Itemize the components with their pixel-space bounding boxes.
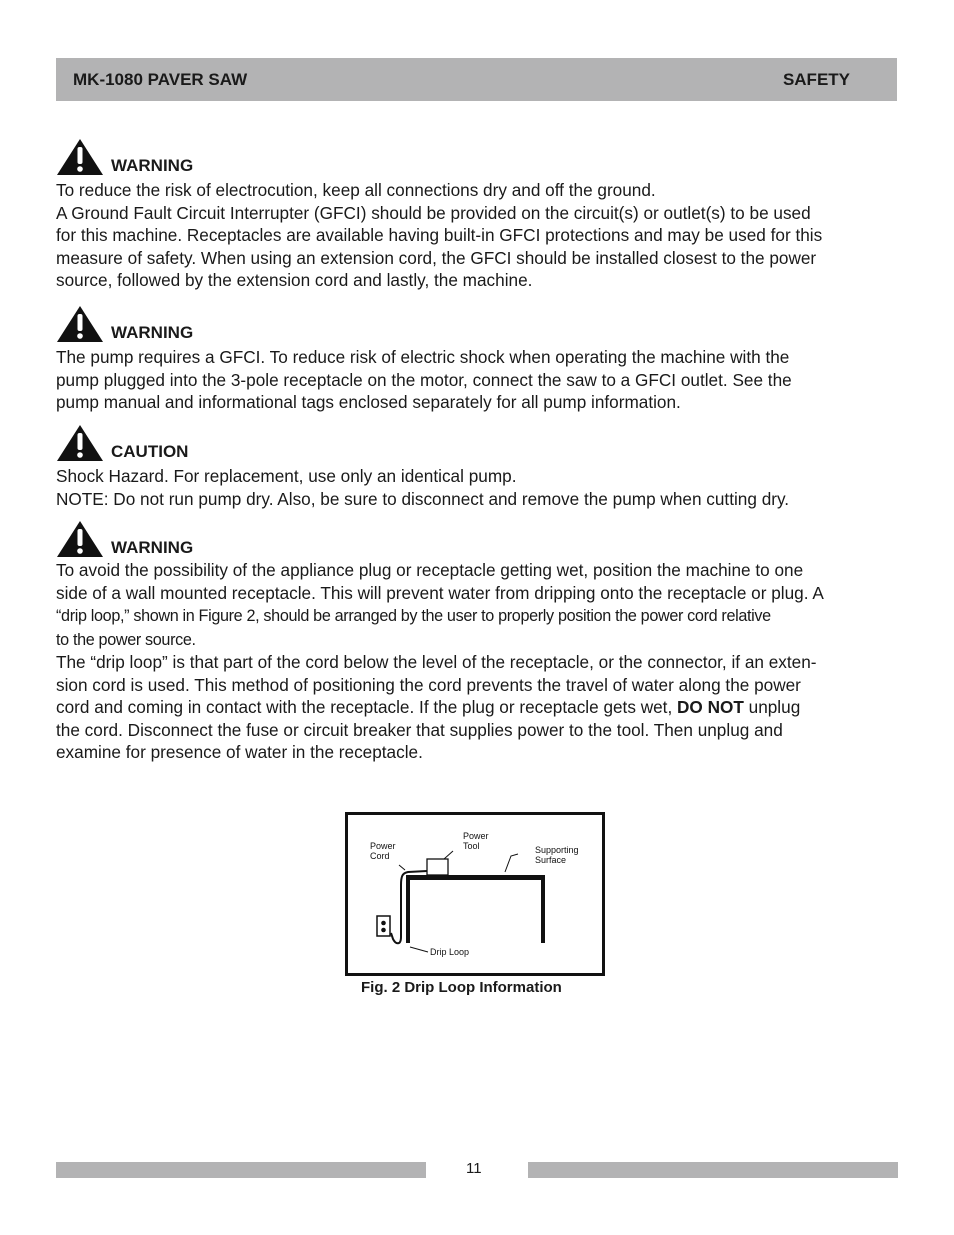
drip-loop-figure <box>345 812 605 976</box>
warning-label: WARNING <box>111 323 194 342</box>
manual-title: MK-1080 PAVER SAW <box>73 70 248 89</box>
warning-text: To avoid the possibility of the appliance plug or receptacle getting wet, position the machine to one side of a wall mounted receptacle. This will prevent water from dripping onto the receptacle or plug. A “drip loop,” shown in Figure 2, should be arranged by the user to properly position the power cord relative to the power source. The “drip loop” is that part of the cord below the level of the receptacle, or the connector, if an exten- sion cord is used. This method of positioning the cord prevents the travel of water along the power cord and coming in contact with the receptacle. If the plug or receptacle gets wet, DO NOT unplug the cord. Disconnect the fuse or circuit breaker that supplies power to the tool. Then unplug and examine for presence of water in the receptacle. <box>56 560 824 762</box>
drip-loop-leader <box>410 947 428 952</box>
section-title: SAFETY <box>782 70 850 89</box>
power-tool-leader <box>444 851 453 859</box>
wall-receptacle <box>377 916 390 936</box>
warning-triangle-icon <box>56 520 104 558</box>
power-cord-label-2: Cord <box>370 851 390 861</box>
warning-section-electrocution <box>56 138 901 292</box>
supporting-surface-label-2: Surface <box>535 855 567 865</box>
warning-label: WARNING <box>111 156 194 175</box>
caution-label: CAUTION <box>111 442 189 461</box>
page-header <box>56 58 897 101</box>
supporting-surface-label-1: Supporting <box>535 845 579 855</box>
warning-text: The pump requires a GFCI. To reduce risk of electric shock when operating the machine with the pump plugged into the 3-pole receptacle on the motor, connect the saw to a GFCI outlet. See the pump manual and informational tags enclosed separately for all pump information. <box>56 347 792 412</box>
figure-caption: Fig. 2 Drip Loop Information <box>361 979 562 996</box>
warning-label: WARNING <box>111 538 194 557</box>
table-leg-right <box>541 875 545 943</box>
power-cord-label-1: Power <box>370 841 396 851</box>
warning-section-drip-loop <box>56 520 901 764</box>
warning-triangle-icon <box>56 138 104 176</box>
warning-section-pump-gfci <box>56 305 901 414</box>
warning-triangle-icon <box>56 305 104 343</box>
warning-text: To reduce the risk of electrocution, keep all connections dry and off the ground. A Ground Fault Circuit Interrupter (GFCI) should be provided on the circuit(s) or outlet(s) to be used for this machine. Receptacles are available having built-in GFCI protections and may be used for this measure of safety. When using an extension cord, the GFCI should be installed closest to the power source, followed by the extension cord and lastly, the machine. <box>56 180 823 290</box>
footer-bar-left <box>56 1162 426 1178</box>
power-cord-leader <box>399 865 405 870</box>
power-tool-label-2: Tool <box>463 841 480 851</box>
caution-section-shock <box>56 424 901 510</box>
do-not-emphasis: DO NOT <box>677 697 744 717</box>
drip-loop-diagram <box>348 815 602 973</box>
drip-loop-label: Drip Loop <box>430 947 470 957</box>
warning-triangle-icon <box>56 424 104 462</box>
power-tool-label-1: Power <box>463 831 489 841</box>
caution-text: Shock Hazard. For replacement, use only an identical pump. NOTE: Do not run pump dry. Also, be sure to disconnect and remove the pump when cutting dry. <box>56 466 790 509</box>
table-leg-left <box>406 875 410 943</box>
footer-bar-right <box>528 1162 898 1178</box>
supporting-surface-top <box>406 875 544 880</box>
supporting-surface-leader <box>505 854 518 872</box>
page-number: 11 <box>466 1160 482 1177</box>
power-tool-box <box>427 859 448 875</box>
